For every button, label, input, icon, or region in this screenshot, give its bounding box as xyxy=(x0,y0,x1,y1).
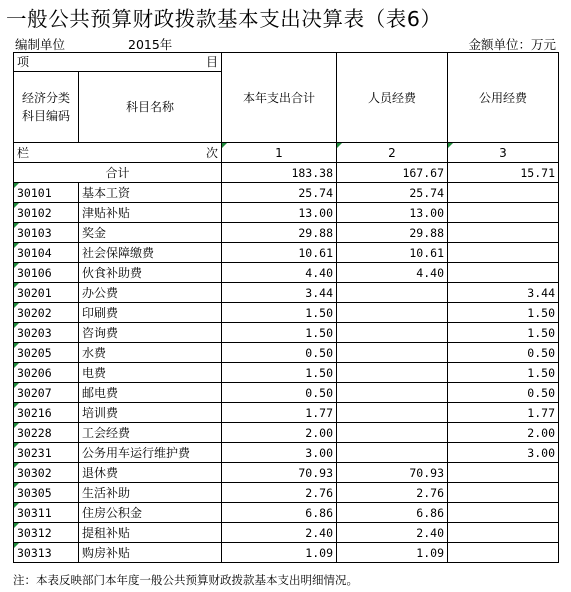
table-row xyxy=(14,523,559,543)
header-lan: 栏 xyxy=(17,145,30,160)
expenditure-table xyxy=(13,52,559,563)
row-code: 30206 xyxy=(14,363,79,383)
row-public xyxy=(448,263,559,283)
row-personnel xyxy=(337,403,448,423)
row-total: 0.50 xyxy=(222,383,337,403)
table-row xyxy=(14,363,559,383)
row-name: 生活补助 xyxy=(79,483,222,503)
row-code: 30228 xyxy=(14,423,79,443)
row-code: 30102 xyxy=(14,203,79,223)
header-econ-code: 经济分类科目编码 xyxy=(14,72,79,143)
row-total: 29.88 xyxy=(222,223,337,243)
row-name: 邮电费 xyxy=(79,383,222,403)
row-public: 2.00 xyxy=(448,423,559,443)
table-row xyxy=(14,423,559,443)
header-mu: 目 xyxy=(205,55,218,69)
table-row xyxy=(14,283,559,303)
row-code: 30216 xyxy=(14,403,79,423)
row-personnel xyxy=(337,423,448,443)
header-xiang: 项 xyxy=(17,55,30,69)
row-total: 13.00 xyxy=(222,203,337,223)
page-title: 一般公共预算财政拨款基本支出决算表（表6） xyxy=(6,7,442,31)
row-name: 电费 xyxy=(79,363,222,383)
row-name: 咨询费 xyxy=(79,323,222,343)
row-name: 工会经费 xyxy=(79,423,222,443)
row-name: 社会保障缴费 xyxy=(79,243,222,263)
row-total: 6.86 xyxy=(222,503,337,523)
row-total: 10.61 xyxy=(222,243,337,263)
row-public: 1.50 xyxy=(448,363,559,383)
table-row xyxy=(14,243,559,263)
row-code: 30311 xyxy=(14,503,79,523)
row-name: 退休费 xyxy=(79,463,222,483)
row-name: 住房公积金 xyxy=(79,503,222,523)
row-personnel xyxy=(337,323,448,343)
row-code: 30101 xyxy=(14,183,79,203)
row-code: 30104 xyxy=(14,243,79,263)
header-public: 公用经费 xyxy=(448,53,559,143)
table-row xyxy=(14,223,559,243)
amount-unit-label: 金额单位：万元 xyxy=(468,37,556,52)
row-name: 提租补贴 xyxy=(79,523,222,543)
row-name: 培训费 xyxy=(79,403,222,423)
row-name: 伙食补助费 xyxy=(79,263,222,283)
row-name: 购房补贴 xyxy=(79,543,222,563)
row-total: 2.40 xyxy=(222,523,337,543)
header-row-item xyxy=(14,53,559,72)
compiling-unit-label: 编制单位 xyxy=(15,37,66,52)
row-public: 3.44 xyxy=(448,283,559,303)
row-public xyxy=(448,483,559,503)
row-public: 3.00 xyxy=(448,443,559,463)
col-number-2: 2 xyxy=(337,143,448,163)
row-name: 津贴补贴 xyxy=(79,203,222,223)
table-row xyxy=(14,263,559,283)
row-personnel: 13.00 xyxy=(337,203,448,223)
table-row xyxy=(14,483,559,503)
row-personnel xyxy=(337,283,448,303)
row-public: 0.50 xyxy=(448,343,559,363)
row-personnel: 4.40 xyxy=(337,263,448,283)
row-code: 30103 xyxy=(14,223,79,243)
row-personnel xyxy=(337,363,448,383)
row-code: 30231 xyxy=(14,443,79,463)
total-row xyxy=(14,163,559,183)
row-code: 30207 xyxy=(14,383,79,403)
row-total: 0.50 xyxy=(222,343,337,363)
table-row xyxy=(14,303,559,323)
table-row xyxy=(14,543,559,563)
item-header-cell xyxy=(14,53,222,72)
row-name: 奖金 xyxy=(79,223,222,243)
table-row xyxy=(14,383,559,403)
row-public xyxy=(448,223,559,243)
row-total: 1.50 xyxy=(222,303,337,323)
row-name: 办公费 xyxy=(79,283,222,303)
table-row xyxy=(14,343,559,363)
total-personnel: 167.67 xyxy=(337,163,448,183)
total-label: 合计 xyxy=(14,163,222,183)
row-personnel xyxy=(337,343,448,363)
table-row xyxy=(14,183,559,203)
row-total: 3.00 xyxy=(222,443,337,463)
row-total: 1.09 xyxy=(222,543,337,563)
col-number-3: 3 xyxy=(448,143,559,163)
row-code: 30312 xyxy=(14,523,79,543)
row-public xyxy=(448,243,559,263)
row-code: 30205 xyxy=(14,343,79,363)
total-amount: 183.38 xyxy=(222,163,337,183)
row-name: 水费 xyxy=(79,343,222,363)
row-name: 基本工资 xyxy=(79,183,222,203)
row-code: 30305 xyxy=(14,483,79,503)
total-public: 15.71 xyxy=(448,163,559,183)
table-row xyxy=(14,323,559,343)
table-row xyxy=(14,503,559,523)
row-personnel xyxy=(337,443,448,463)
lan-ci-cell xyxy=(14,143,222,163)
row-total: 25.74 xyxy=(222,183,337,203)
table-row xyxy=(14,443,559,463)
row-total: 1.50 xyxy=(222,363,337,383)
row-name: 公务用车运行维护费 xyxy=(79,443,222,463)
header-personnel: 人员经费 xyxy=(337,53,448,143)
row-public: 1.77 xyxy=(448,403,559,423)
row-personnel xyxy=(337,303,448,323)
row-personnel: 70.93 xyxy=(337,463,448,483)
header-ci: 次 xyxy=(205,145,218,160)
row-personnel: 29.88 xyxy=(337,223,448,243)
row-code: 30201 xyxy=(14,283,79,303)
row-public: 1.50 xyxy=(448,323,559,343)
row-personnel: 25.74 xyxy=(337,183,448,203)
table-row xyxy=(14,203,559,223)
row-personnel: 2.76 xyxy=(337,483,448,503)
row-code: 30202 xyxy=(14,303,79,323)
header-total: 本年支出合计 xyxy=(222,53,337,143)
row-public xyxy=(448,503,559,523)
row-personnel: 1.09 xyxy=(337,543,448,563)
row-total: 70.93 xyxy=(222,463,337,483)
row-public: 1.50 xyxy=(448,303,559,323)
report-year: 2015年 xyxy=(128,37,173,52)
col-number-1: 1 xyxy=(222,143,337,163)
row-code: 30302 xyxy=(14,463,79,483)
row-code: 30106 xyxy=(14,263,79,283)
row-total: 2.00 xyxy=(222,423,337,443)
row-personnel: 2.40 xyxy=(337,523,448,543)
row-personnel xyxy=(337,383,448,403)
row-public xyxy=(448,463,559,483)
header-subject-name: 科目名称 xyxy=(79,72,222,143)
row-personnel: 6.86 xyxy=(337,503,448,523)
row-code: 30313 xyxy=(14,543,79,563)
row-public xyxy=(448,543,559,563)
row-public xyxy=(448,183,559,203)
column-number-row xyxy=(14,143,559,163)
row-code: 30203 xyxy=(14,323,79,343)
row-public xyxy=(448,523,559,543)
table-row xyxy=(14,403,559,423)
row-total: 3.44 xyxy=(222,283,337,303)
row-total: 1.77 xyxy=(222,403,337,423)
table-row xyxy=(14,463,559,483)
row-personnel: 10.61 xyxy=(337,243,448,263)
row-public xyxy=(448,203,559,223)
row-total: 2.76 xyxy=(222,483,337,503)
footnote: 注：本表反映部门本年度一般公共预算财政拨款基本支出明细情况。 xyxy=(13,573,358,587)
row-name: 印刷费 xyxy=(79,303,222,323)
row-public: 0.50 xyxy=(448,383,559,403)
row-total: 1.50 xyxy=(222,323,337,343)
row-total: 4.40 xyxy=(222,263,337,283)
